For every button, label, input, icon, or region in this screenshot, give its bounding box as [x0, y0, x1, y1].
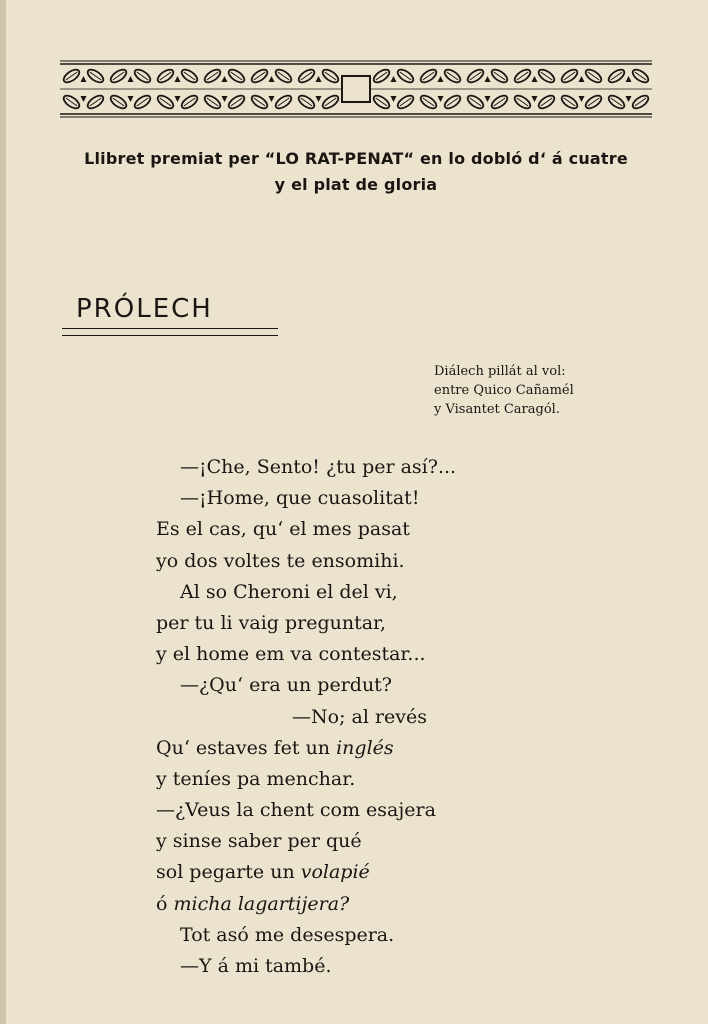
verse-line: yo dos voltes te ensomihi.: [156, 549, 405, 572]
leaf-motif: [250, 67, 294, 85]
verse-italic: volapié: [300, 861, 370, 884]
verse-line: y teníes pa menchar.: [156, 767, 356, 790]
verse-line: —Y á mi també.: [180, 955, 332, 977]
leaf-motif: [513, 93, 557, 111]
verse-line: per tu li vaig preguntar,: [156, 611, 387, 634]
leaf-motif: [250, 93, 294, 111]
epigraph-line: entre Quico Cañamél: [434, 383, 574, 398]
verse-line: —¿Qu‘ era un perdut?: [180, 674, 392, 697]
verse-line: Al so Cheroni el del vi,: [180, 580, 398, 603]
floral-ornament-band: [60, 60, 652, 118]
verse-line: Tot asó me desespera.: [180, 923, 395, 946]
verse-line: —No; al revés: [292, 705, 428, 728]
award-caption: [60, 146, 652, 198]
epigraph-line: y Visantet Caragól.: [434, 402, 560, 417]
epigraph-line: Diálech pillát al vol:: [434, 364, 566, 379]
leaf-motif: [62, 93, 106, 111]
award-line-2: y el plat de gloria: [274, 175, 438, 194]
epigraph: [434, 362, 574, 419]
verse-line: [156, 857, 456, 888]
verse-line: —¡Home, que cuasolitat!: [180, 487, 420, 510]
leaf-motif: [156, 93, 200, 111]
poem-verses: [156, 452, 456, 982]
leaf-motif: [466, 67, 510, 85]
verse-line: [156, 889, 456, 920]
leaf-motif: [203, 67, 247, 85]
leaf-motif: [62, 67, 106, 85]
verse-text: ó: [156, 892, 174, 915]
verse-line: y el home em va contestar...: [156, 643, 426, 666]
leaf-motif: [372, 93, 416, 111]
leaf-motif: [607, 67, 651, 85]
section-title: PRÓLECH: [76, 294, 213, 324]
leaf-motif: [607, 93, 651, 111]
verse-italic: micha lagartijera?: [173, 892, 350, 915]
leaf-motif: [513, 67, 557, 85]
leaf-motif: [560, 93, 604, 111]
title-double-underline: [62, 328, 278, 336]
verse-line: y sinse saber per qué: [156, 830, 362, 853]
leaf-motif: [109, 93, 153, 111]
leaf-motif: [419, 67, 463, 85]
page-spine-shadow: [0, 0, 6, 1024]
leaf-motif: [297, 93, 341, 111]
verse-line: [156, 733, 456, 764]
leaf-motif: [560, 67, 604, 85]
verse-line: —¿Veus la chent com esajera: [156, 799, 436, 822]
leaf-motif: [297, 67, 341, 85]
leaf-motif: [109, 67, 153, 85]
verse-line: Es el cas, qu‘ el mes pasat: [156, 518, 410, 541]
verse-text: sol pegarte un: [156, 861, 301, 884]
leaf-motif: [372, 67, 416, 85]
award-line-1: Llibret premiat per “LO RAT-PENAT“ en lo dobló d‘ á cuatre: [84, 149, 628, 168]
verse-text: Qu‘ estaves fet un: [156, 736, 337, 759]
leaf-motif: [466, 93, 510, 111]
verse-italic: inglés: [336, 736, 394, 759]
leaf-motif: [419, 93, 463, 111]
verse-line: —¡Che, Sento! ¿tu per así?...: [180, 456, 457, 478]
leaf-motif: [156, 67, 200, 85]
leaf-motif: [203, 93, 247, 111]
